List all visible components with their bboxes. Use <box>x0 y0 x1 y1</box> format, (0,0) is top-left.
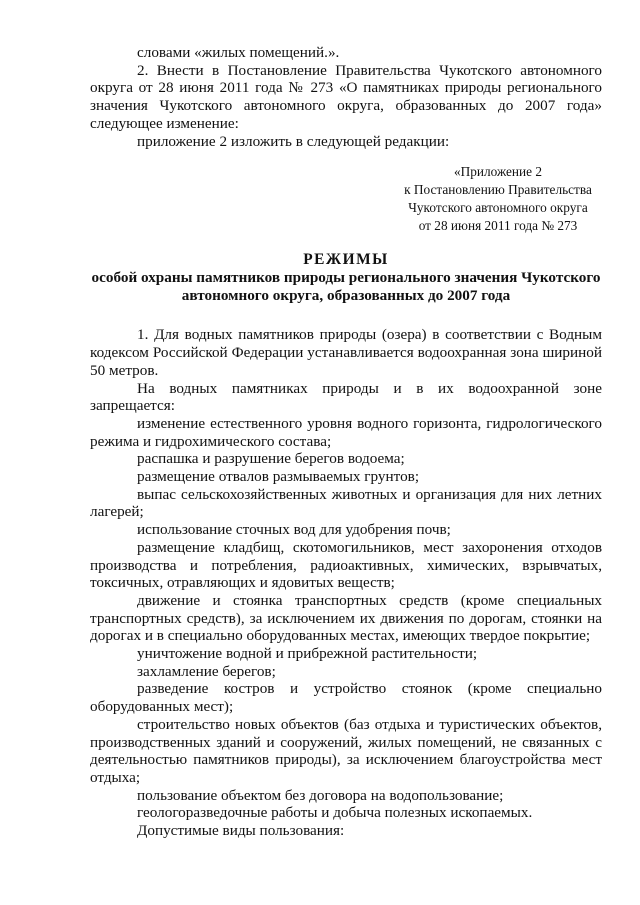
permitted-intro: Допустимые виды пользования: <box>137 822 345 840</box>
appendix-line: от 28 июня 2011 года № 273 <box>418 217 578 233</box>
prohibited-item: выпас сельскохозяйственных животных и организация для них летних лагерей; <box>90 485 602 521</box>
appendix-line: Чукотского автономного округа <box>408 199 588 215</box>
prohibited-item: уничтожение водной и прибрежной растительности; <box>137 645 478 663</box>
prohibited-item: изменение естественного уровня водного горизонта, гидрологического режима и гидрохимического состава; <box>90 414 602 450</box>
document-title: РЕЖИМЫ <box>303 251 389 269</box>
prohibited-item: захламление берегов; <box>137 662 276 680</box>
prohibited-item: размещение отвалов размываемых грунтов; <box>137 468 420 486</box>
prohibited-item: распашка и разрушение берегов водоема; <box>137 450 405 468</box>
appendix-line: «Приложение 2 <box>454 164 542 180</box>
appendix-line: к Постановлению Правительства <box>404 182 592 198</box>
appendix-header <box>394 163 602 234</box>
document-subtitle: особой охраны памятников природы регионального значения Чукотского автономного округа, образованных до 2007 года <box>91 269 601 305</box>
prohibited-item: геологоразведочные работы и добыча полезных ископаемых. <box>137 804 533 822</box>
paragraph-continuation: словами «жилых помещений.». <box>137 44 340 61</box>
prohibited-item: размещение кладбищ, скотомогильников, мест захоронения отходов производства и потребления, радиоактивных, химических, взрывчатых, токсичных, отравляющих и ядовитых веществ; <box>90 538 602 592</box>
prohibited-item: движение и стоянка транспортных средств (кроме специальных транспортных средств), за исключением их движения по дорогам, стоянки на дорогах и в специально оборудованных местах, имеющих твердое покрытие; <box>90 591 602 645</box>
prohibited-item: разведение костров и устройство стоянок (кроме специально оборудованных мест); <box>90 680 602 716</box>
prohibited-item: использование сточных вод для удобрения почв; <box>137 521 451 539</box>
prohibited-item: пользование объектом без договора на водопользование; <box>137 786 504 804</box>
prohibited-intro: На водных памятниках природы и в их водоохранной зоне запрещается: <box>90 379 602 415</box>
paragraph-item-1: 1. Для водных памятников природы (озера) в соответствии с Водным кодексом Российской Федерации устанавливается водоохранная зона шириной 50 метров. <box>90 326 602 379</box>
document-page <box>90 44 602 840</box>
paragraph-instruction: приложение 2 изложить в следующей редакции: <box>137 132 450 150</box>
paragraph-item-2: 2. Внести в Постановление Правительства Чукотского автономного округа от 28 июня 2011 года № 273 «О памятниках природы регионального значения Чукотского автономного округа, образованных до 2007 года» следующее изменение: <box>90 61 602 132</box>
prohibited-item: строительство новых объектов (баз отдыха и туристических объектов, производственных зданий и сооружений, жилых помещений, не связанных с деятельностью памятников природы), за исключением благоустройства мест отдыха; <box>90 715 602 786</box>
